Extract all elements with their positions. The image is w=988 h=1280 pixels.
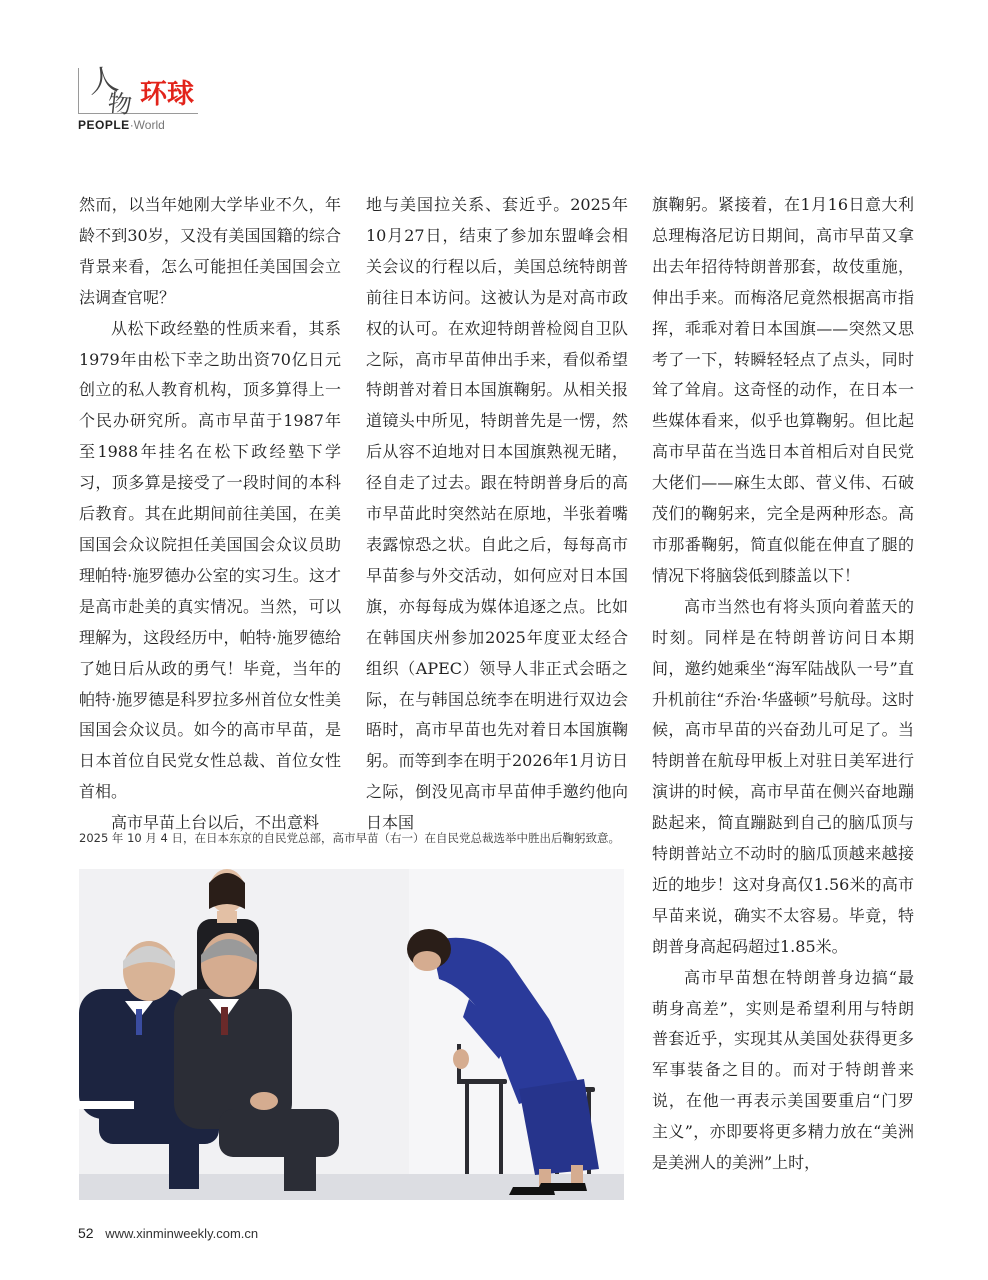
text-column-2 [366, 190, 628, 839]
section-logo [78, 60, 203, 136]
news-photo [79, 869, 624, 1200]
paragraph: 然而，以当年她刚大学毕业不久，年龄不到30岁，又没有美国国籍的综合背景来看，怎么可能担任美国国会立法调查官呢？ [79, 195, 341, 307]
text-column-3 [652, 190, 914, 1179]
website-url: www.xinminweekly.com.cn [105, 1226, 259, 1241]
section-english-label [78, 118, 165, 132]
paragraph: 旗鞠躬。紧接着，在1月16日意大利总理梅洛尼访日期间，高市早苗又拿出去年招待特朗普那套，故伎重施，伸出手来。而梅洛尼竟然根据高市指挥，乖乖对着日本国旗——突然又思考了一下，转瞬轻轻点了点头，同时耸了耸肩。这奇怪的动作，在日本一些媒体看来，似乎也算鞠躬。但比起高市早苗在当选日本首相后对自民党大佬们——麻生太郎、菅义伟、石破茂们的鞠躬来，完全是两种形态。高市那番鞠躬，简直似能在伸直了腿的情况下将脑袋低到膝盖以下！ [652, 195, 914, 585]
logo-char-ren: 人 [86, 62, 121, 101]
page-footer [78, 1225, 258, 1241]
photo-caption: 2025 年 10 月 4 日，在日本东京的自民党总部，高市早苗（右一）在自民党总裁选举中胜出后鞠躬致意。 [79, 831, 620, 845]
world-label: ·World [129, 118, 165, 132]
paragraph: 高市早苗想在特朗普身边搞“最萌身高差”，实则是希望利用与特朗普套近乎，实现其从美国处获得更多军事装备之目的。而对于特朗普来说，在他一再表示美国要重启“门罗主义”，亦即要将更多精力放在“美洲是美洲人的美洲”上时， [652, 967, 914, 1173]
paragraph: 高市早苗上台以后，不出意料 [111, 813, 320, 833]
paragraph: 地与美国拉关系、套近乎。2025年10月27日，结束了参加东盟峰会相关会议的行程以后，美国总统特朗普前往日本访问。这被认为是对高市政权的认可。在欢迎特朗普检阅自卫队之际，高市早苗伸出手来，看似希望特朗普对着日本国旗鞠躬。从相关报道镜头中所见，特朗普先是一愣，然后从容不迫地对日本国旗熟视无睹，径自走了过去。跟在特朗普身后的高市早苗此时突然站在原地，半张着嘴表露惊恐之状。自此之后，每每高市早苗参与外交活动，如何应对日本国旗，亦每每成为媒体追逐之点。比如在韩国庆州参加2025年度亚太经合组织（APEC）领导人非正式会晤之际，在与韩国总统李在明进行双边会晤时，高市早苗也先对着日本国旗鞠躬。而等到李在明于2026年1月访日之际，倒没见高市早苗伸手邀约他向日本国 [366, 195, 628, 833]
section-title: 环球 [140, 79, 194, 110]
people-label: PEOPLE [78, 118, 130, 132]
logo-char-wu: 物 [106, 88, 134, 120]
paragraph: 高市当然也有将头顶向着蓝天的时刻。同样是在特朗普访问日本期间，邀约她乘坐“海军陆战队一号”直升机前往“乔治·华盛顿”号航母。这时候，高市早苗的兴奋劲儿可足了。当特朗普在航母甲板上对驻日美军进行演讲的时候，高市早苗在侧兴奋地蹦跶起来，简直蹦跶到自己的脑瓜顶与特朗普站立不动时的脑瓜顶越来越接近的地步！这对身高仅1.56米的高市早苗来说，确实不太容易。毕竟，特朗普身高起码超过1.85米。 [652, 596, 914, 956]
text-column-1 [79, 190, 341, 839]
paragraph: 从松下政经塾的性质来看，其系1979年由松下幸之助出资70亿日元创立的私人教育机构，顶多算得上一个民办研究所。高市早苗于1987年至1988年挂名在松下政经塾下学习，顶多算是接受了一段时间的本科后教育。其在此期间前往美国，在美国国会众议院担任美国国会众议员助理帕特·施罗德办公室的实习生。这才是高市赴美的真实情况。当然，可以理解为，这段经历中，帕特·施罗德给了她日后从政的勇气！毕竟，当年的帕特·施罗德是科罗拉多州首位女性美国国会众议员。如今的高市早苗，是日本首位自民党女性总裁、首位女性首相。 [79, 318, 341, 802]
page-number: 52 [78, 1225, 94, 1241]
